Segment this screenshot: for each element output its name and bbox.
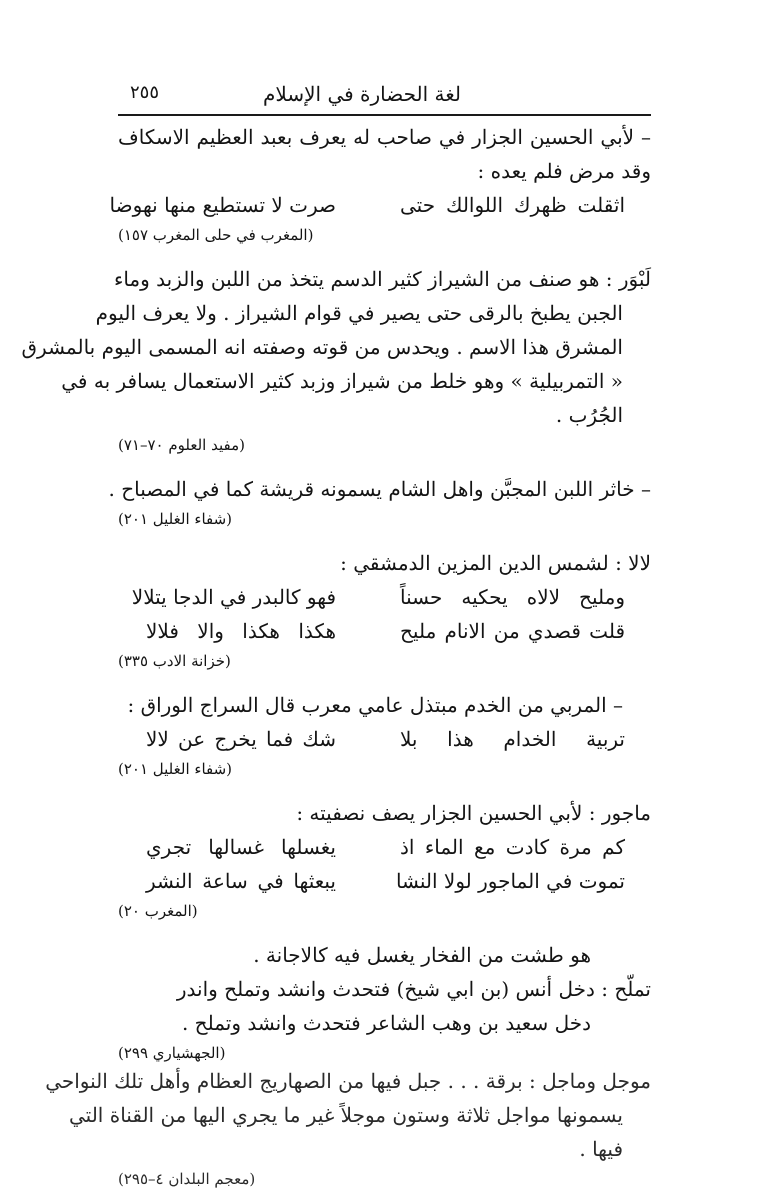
citation: (المغرب ٢٠) [118,902,198,920]
verse-hemistich: يغسلها غسالها تجري [146,835,336,859]
citation: (خزانة الادب ٣٣٥) [118,652,231,670]
verse-hemistich: هكذا هكذا والا فلالا [146,619,336,643]
verse-line [118,864,651,898]
entry-line: – خاثر اللبن المجبَّن واهل الشام يسمونه قريشة كما في المصباح . [108,477,651,501]
verse-hemistich: قلت قصدي من الانام مليح [400,619,625,643]
entry-line: لَبْوَر : هو صنف من الشيراز كثير الدسم يتخذ من اللبن والزبد وماء [113,267,651,291]
verse-line [118,722,651,756]
page-body [21,120,651,1190]
entry-line: الجبن يطبخ بالرقى حتى يصير في قوام الشيراز . ولا يعرف اليوم [95,301,623,325]
entry-jazzar-iskaf [109,120,651,246]
citation: (المغرب في حلى المغرب ١٥٧) [118,226,314,244]
entry-line: موجل وماجل : برقة . . . جبل فيها من الصهاريج العظام وأهل تلك النواحي [45,1069,651,1093]
citation: (شفاء الغليل ٢٠١) [118,510,233,528]
verse-hemistich: تموت في الماجور لولا النشا [395,869,625,893]
entry-line: الجُرُب . [555,403,623,427]
verse-hemistich: كم مرة كادت مع الماء اذ [400,835,625,859]
entry-tasht [118,938,651,972]
verse-hemistich: فهو كالبدر في الدجا يتلالا [131,585,336,609]
verse-hemistich: شك فما يخرج عن لالا [146,727,336,751]
verse-line [118,580,651,614]
entry-line: يسمونها مواجل ثلاثة وستون موجلاً غير ما يجري اليها من القناة التي [69,1103,623,1127]
entry-majur [118,796,651,922]
verse-hemistich: اثقلت ظهرك اللوالك حتى [400,193,625,217]
entry-line: – المربي من الخدم مبتذل عامي معرب قال السراج الوراق : [127,693,623,717]
entry-lala [118,546,651,672]
verse-hemistich: ومليح لالاه يحكيه حسناً [400,585,625,609]
header-rule [118,114,651,116]
page-header [118,82,651,112]
entry-line: – لأبي الحسين الجزار في صاحب له يعرف بعبد العظيم الاسكاف [118,125,651,149]
entry-line: دخل سعيد بن وهب الشاعر فتحدث وانشد وتملح . [181,1011,591,1035]
entry-tamallah [118,972,651,1064]
verse-line [118,830,651,864]
entry-line: هو طشت من الفخار يغسل فيه كالاجانة . [253,943,591,967]
entry-murabbi [118,688,651,780]
entry-line: تملّح : دخل أنس (بن ابي شيخ) فتحدث وانشد وتملح واندر [176,977,651,1001]
citation: (شفاء الغليل ٢٠١) [118,760,233,778]
entry-labwar [21,262,651,456]
citation: (مفيد العلوم ٧٠–٧١) [118,436,245,454]
citation: (معجم البلدان ٤–٢٩٥) [118,1170,256,1188]
verse-line [109,188,651,222]
verse-line [118,614,651,648]
verse-hemistich: يبعثها في ساعة النشر [146,869,336,893]
verse-hemistich: تربية الخدام هذا بلا [400,727,625,751]
entry-line: لالا : لشمس الدين المزين الدمشقي : [340,551,651,575]
citation: (الجهشياري ٢٩٩) [118,1044,226,1062]
entry-line: فيها . [579,1137,623,1161]
entry-khathir [108,472,651,530]
entry-mawjil [45,1064,651,1190]
page-number: ٢٥٥ [130,82,160,103]
running-title: لغة الحضارة في الإسلام [263,82,461,106]
entry-line: وقد مرض فلم يعده : [477,159,651,183]
entry-line: المشرق هذا الاسم . ويحدس من قوته وصفته انه المسمى اليوم بالمشرق [21,335,623,359]
verse-hemistich: صرت لا تستطيع منها نهوضا [109,193,336,217]
entry-line: ماجور : لأبي الحسين الجزار يصف نصفيته : [296,801,651,825]
entry-line: « التمربيلية » وهو خلط من شيراز وزبد كثير الاستعمال يسافر به في [61,369,623,393]
